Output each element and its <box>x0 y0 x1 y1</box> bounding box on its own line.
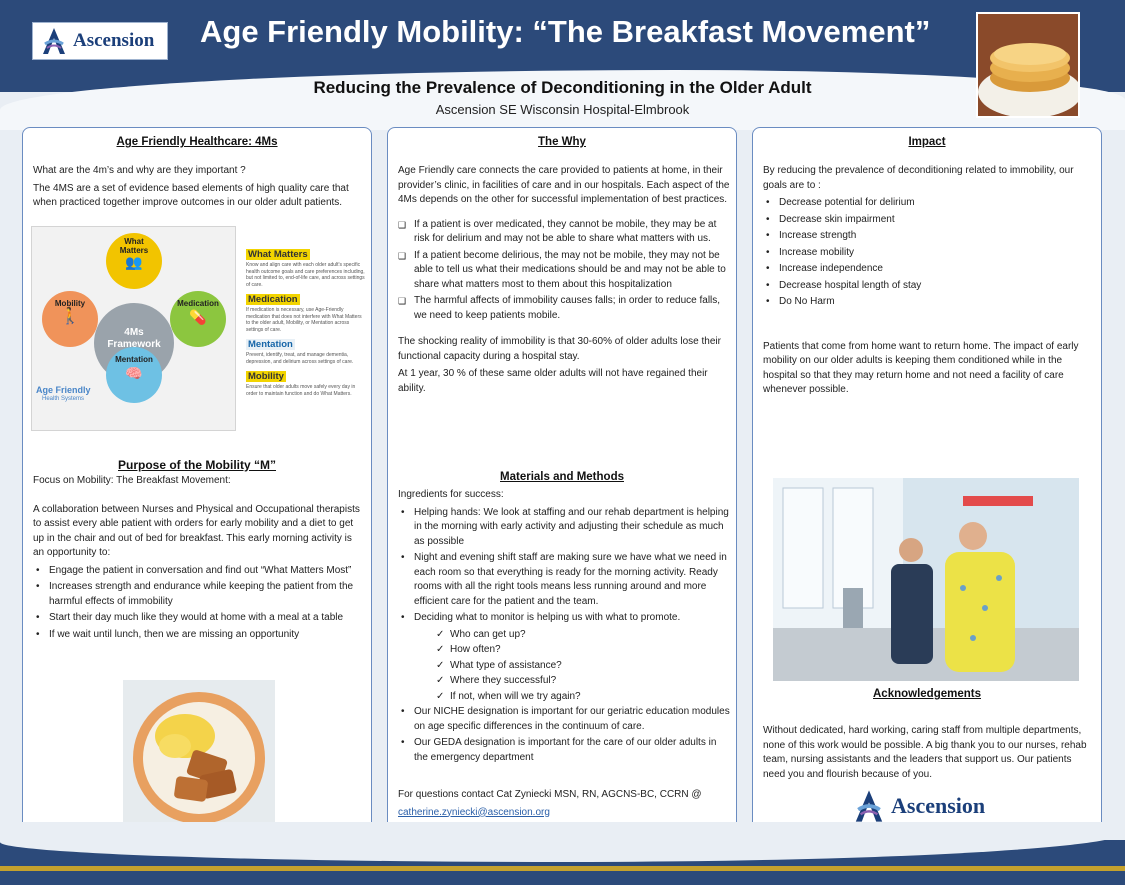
list-item: • If we wait until lunch, then we are missing an opportunity <box>33 628 363 643</box>
why-checklist <box>398 218 730 324</box>
list-item: ✓ If not, when will we try again? <box>436 690 730 705</box>
poster-subtitle: Reducing the Prevalence of Deconditioning in the Older Adult <box>313 78 812 97</box>
list-item: • Helping hands: We look at staffing and our rehab department is helping in the morning with early activity and adjusting their schedule as much as possible <box>398 506 730 550</box>
intro-text <box>33 164 363 214</box>
impact-text <box>763 164 1095 401</box>
legend-medication-desc: If medication is necessary, use Age-Friendly medication that does not interfere with What Matters to the older adult, Mobility, or Mentation across settings of care. <box>246 307 362 333</box>
4ms-legend <box>246 243 366 397</box>
list-item: ✓ What type of assistance? <box>436 659 730 674</box>
list-item: ❑ If a patient is over medicated, they cannot be mobile, they may be at risk for delirium and may not be able to share what matters with us. <box>398 218 730 247</box>
methods-text <box>398 488 730 767</box>
list-item: ✓ Where they successful? <box>436 674 730 689</box>
age-friendly-logo: Age Friendly <box>36 385 91 395</box>
list-item: ✓ How often? <box>436 643 730 658</box>
contact-block <box>398 788 730 823</box>
logo-wordmark: Ascension <box>73 30 155 51</box>
list-item: • Do No Harm <box>763 295 1095 310</box>
goals-list <box>763 196 1095 310</box>
list-item: • Deciding what to monitor is helping us with what to promote. <box>398 611 730 626</box>
list-item: • Decrease potential for delirium <box>763 196 1095 211</box>
list-item: • Night and evening shift staff are making sure we have what we need in each room so that everything is ready for the morning activity. Ready rooms with all the right tools means less running around and more efficient care for the patient and the team. <box>398 551 730 609</box>
section-title-4ms: Age Friendly Healthcare: 4Ms <box>116 136 278 148</box>
methods-list <box>398 506 730 626</box>
section-title-purpose: Purpose of the Mobility “M” <box>118 458 276 472</box>
list-item: • Increase independence <box>763 262 1095 277</box>
list-item: ❑ The harmful affects of immobility causes falls; in order to reduce falls, we need to keep patients mobile. <box>398 294 730 323</box>
pill-icon: 💊 <box>189 309 207 325</box>
legend-what-matters-desc: Know and align care with each older adult's specific health outcome goals and care preferences including, but not limited to, end-of-life care, and across settings of care. <box>246 262 365 288</box>
age-friendly-logo-sub: Health Systems <box>42 396 85 402</box>
people-icon: 👥 <box>125 254 143 270</box>
impact-intro: By reducing the prevalence of deconditioning related to immobility, our goals are to : <box>763 165 1074 191</box>
list-item: • Engage the patient in conversation and find out “What Matters Most” <box>33 564 363 579</box>
ascension-cross-icon <box>39 26 69 56</box>
purpose-text <box>33 474 363 644</box>
ack-text: Without dedicated, hard working, caring staff from multiple departments, none of this work would be possible. A big thank you to our nurses, rehab team, nursing assistants and the leaders that support us. Our patients need you and flourish because of you. <box>763 725 1087 780</box>
why-text <box>398 164 730 399</box>
reality-text-1: The shocking reality of immobility is that 30-60% of older adults lose their functional capacity during a hospital stay. <box>398 336 721 362</box>
list-item: • Increases strength and endurance while keeping the patient from the harmful effects of immobility <box>33 580 363 609</box>
4ms-framework-graphic <box>31 226 236 431</box>
section-title-methods: Materials and Methods <box>500 471 624 483</box>
designations-list <box>398 705 730 765</box>
legend-medication: Medication <box>248 294 298 305</box>
intro-question: What are the 4m’s and why are they important ? <box>33 165 246 176</box>
affiliation: Ascension SE Wisconsin Hospital-Elmbrook <box>435 102 690 117</box>
section-title-impact: Impact <box>908 136 946 148</box>
reality-text-2: At 1 year, 30 % of these same older adults will not have regained their ability. <box>398 368 708 394</box>
legend-mobility-desc: Ensure that older adults move safely every day in order to maintain function and do What Matters. <box>246 384 356 397</box>
list-item: ✓ Who can get up? <box>436 628 730 643</box>
list-item: • Our NICHE designation is important for our geriatric education modules on age specific differences in the continuum of care. <box>398 705 730 734</box>
what-matters-circle <box>106 233 162 289</box>
footer-accent-strip <box>0 866 1125 871</box>
mentation-circle <box>106 347 162 403</box>
legend-mentation: Mentation <box>248 339 293 350</box>
breakfast-plate-photo <box>123 680 275 833</box>
ingredients-label: Ingredients for success: <box>398 489 504 500</box>
list-item: • Decrease hospital length of stay <box>763 279 1095 294</box>
poster-title: Age Friendly Mobility: “The Breakfast Movement” <box>200 14 931 49</box>
legend-what-matters: What Matters <box>248 249 308 260</box>
focus-text: Focus on Mobility: The Breakfast Movement: <box>33 475 231 486</box>
list-item: • Start their day much like they would at home with a meal at a table <box>33 611 363 626</box>
why-intro: Age Friendly care connects the care provided to patients at home, in their provider’s clinic, in facilities of care and in our hospitals. Each aspect of the 4Ms depends on the other for successful implementation of best practices. <box>398 165 730 205</box>
brain-icon: 🧠 <box>125 365 143 381</box>
ascension-cross-icon <box>851 788 887 824</box>
monitor-checklist <box>436 628 730 705</box>
logo-wordmark: Ascension <box>891 793 986 818</box>
mobility-label: Mobility <box>54 299 86 308</box>
what-matters-label: What Matters <box>119 237 149 255</box>
framework-center-label: 4Ms Framework <box>107 327 161 350</box>
medication-label: Medication <box>177 299 219 308</box>
legend-mobility: Mobility <box>248 371 284 382</box>
ascension-logo-bottom <box>851 788 1011 824</box>
purpose-bullets <box>33 564 363 643</box>
contact-text: For questions contact Cat Zyniecki MSN, RN, AGCNS-BC, CCRN @ <box>398 789 702 800</box>
nurse-patient-walking-photo <box>773 478 1079 681</box>
section-title-acknowledgements: Acknowledgements <box>873 688 981 700</box>
legend-mentation-desc: Prevent, identify, treat, and manage dementia, depression, and delirium across settings of care. <box>246 352 354 365</box>
list-item: • Increase mobility <box>763 246 1095 261</box>
panel-impact <box>752 127 1102 835</box>
walking-icon: 🚶 <box>60 308 80 325</box>
home-text: Patients that come from home want to return home. The impact of early mobility on our older adults is keeping them conditioned while in the hospital so that they may return home and not need a facility of care whenever possible. <box>763 340 1079 395</box>
ascension-logo <box>32 22 168 60</box>
list-item: • Increase strength <box>763 229 1095 244</box>
panel-the-why <box>387 127 737 835</box>
list-item: • Our GEDA designation is important for the care of our older adults in the emergency department <box>398 736 730 765</box>
panel-4ms <box>22 127 372 835</box>
intro-answer: The 4MS are a set of evidence based elements of high quality care that when practiced together improve outcomes in our older adult patients. <box>33 182 349 208</box>
mobility-circle <box>42 291 98 347</box>
mentation-label: Mentation <box>115 355 153 364</box>
section-title-why: The Why <box>538 136 586 148</box>
collab-text: A collaboration between Nurses and Physical and Occupational therapists to assist every able patient with orders for early mobility and a diet to get up in the chair and out of bed for breakfast. This early morning activity is an opportunity to: <box>33 503 360 558</box>
contact-email-link[interactable]: catherine.zyniecki@ascension.org <box>398 806 550 818</box>
medication-circle <box>170 291 226 347</box>
list-item: ❑ If a patient become delirious, the may not be mobile, they may not be able to tell us what their medications should be and may not be able to share what matters most to them about this hospitalization <box>398 249 730 293</box>
list-item: • Decrease skin impairment <box>763 213 1095 228</box>
